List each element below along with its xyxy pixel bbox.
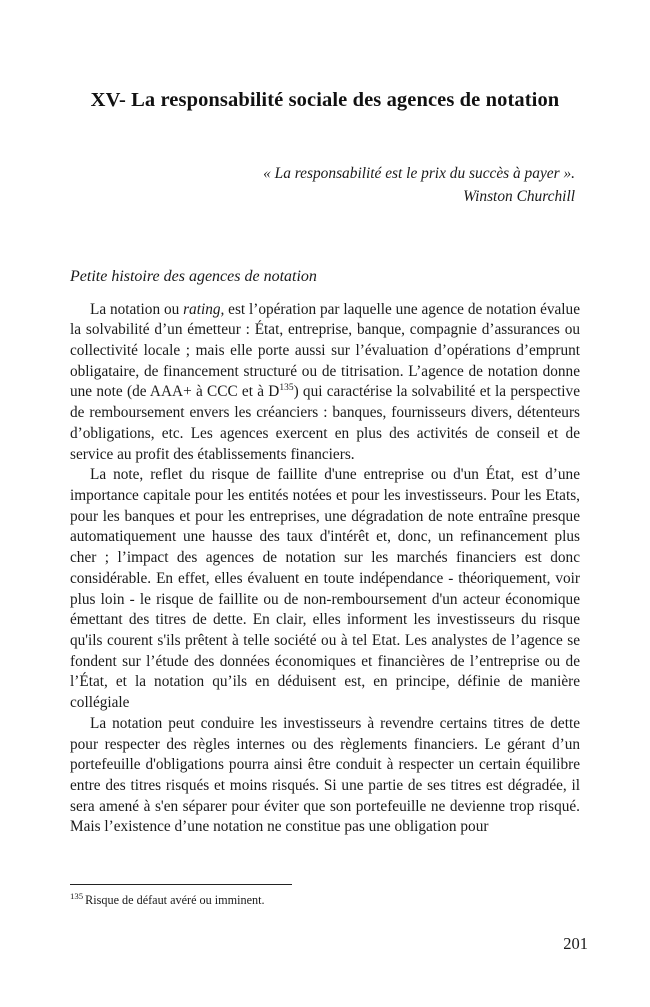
epigraph-quote: « La responsabilité est le prix du succès à payer ». bbox=[263, 165, 575, 183]
paragraph-2: La note, reflet du risque de faillite d'une entreprise ou d'un État, est d’une importance capitale pour les entités notées et pour les investisseurs. Pour les Etats, pour les banques et pour les entreprises, une dégradation de note entraîne presque automatiquement une hausse des taux d'intérêt et, donc, un refinancement plus cher ; l’impact des agences de notation sur les marchés financiers est donc considérable. En effet, elles évaluent en toute indépendance - théoriquement, voir plus loin - le risque de faillite ou de non-remboursement d'un acteur économique émettant des titres de dette. En clair, elles informent les investisseurs du risque qu'ils courent s'ils prêtent à telle société ou à tel Etat. Les analystes de l’agence se fondent sur l’étude des données économiques et financières de l’entreprise ou de l’État, et la notation qu’ils en déduisent est, en principe, définie de manière collégiale bbox=[70, 466, 580, 712]
paragraph-1-segment-c: ) qui caractérise la solvabilité et la perspective de remboursement envers les créanciers : banques, fournisseurs divers, détenteurs d’obligations, etc. Les agences exercent en plus des activités de conseil et de service au profit des établissements financiers. bbox=[70, 383, 580, 463]
epigraph bbox=[70, 163, 580, 209]
footnote-reference-135: 135 bbox=[279, 383, 294, 394]
paragraph-3: La notation peut conduire les investisseurs à revendre certains titres de dette pour respecter des règles internes ou des règlements financiers. Le gérant d’un portefeuille d'obligations pourra ainsi être conduit à respecter un certain équilibre entre des titres risqués et moins risqués. Si une partie de ses titres est dégradée, il sera amené à s'en séparer pour éviter que son portefeuille ne devienne trop risqué. Mais l’existence d’une notation ne constitue pas une obligation pour bbox=[70, 714, 580, 836]
paragraph-1 bbox=[70, 300, 580, 466]
body-text bbox=[70, 300, 580, 839]
footnote-text: Risque de défaut avéré ou imminent. bbox=[85, 893, 265, 907]
footnote-area bbox=[70, 884, 580, 908]
paragraph-1-segment-a: La notation ou bbox=[90, 300, 184, 318]
chapter-title: XV- La responsabilité sociale des agences de notation bbox=[90, 89, 560, 111]
epigraph-author: Winston Churchill bbox=[463, 187, 575, 205]
paragraph-1-italic-term: rating, bbox=[183, 300, 225, 318]
page-number: 201 bbox=[563, 934, 588, 953]
footnote-135 bbox=[70, 892, 580, 908]
paragraph-1-segment-b: est l’opération par laquelle une agence de notation évalue la solvabilité d’un émetteur : État, entreprise, banque, compagnie d’assurances ou collectivité locale ; mais elle porte aussi sur l’évaluation d’opérations d’emprunt obligataire, de financement structuré ou de titrisation. L’agence de notation donne une note (de AAA+ à CCC et à D bbox=[70, 300, 580, 401]
footnote-separator-rule bbox=[70, 884, 292, 885]
section-heading: Petite histoire des agences de notation bbox=[70, 267, 317, 285]
page-content bbox=[70, 0, 580, 838]
footnote-marker: 135 bbox=[70, 890, 84, 901]
